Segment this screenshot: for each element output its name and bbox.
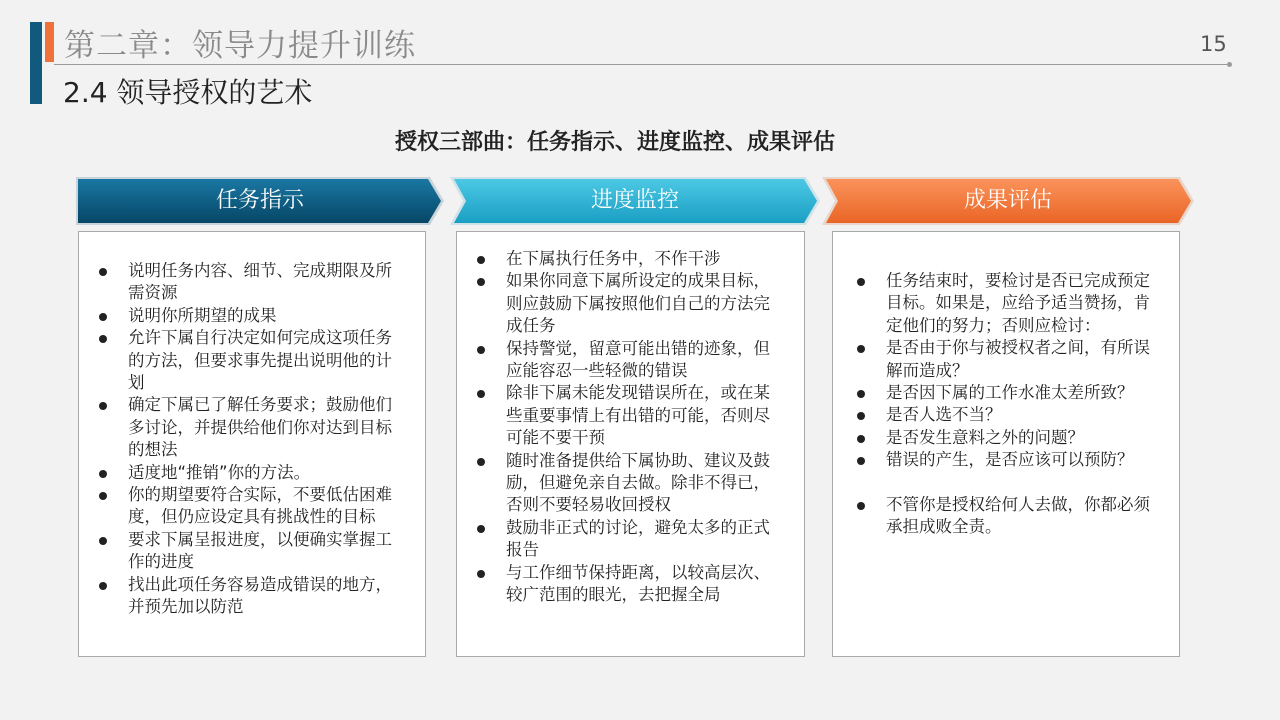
list-item-text: 是否人选不当？ [886,405,1002,425]
bullet-icon [857,345,865,353]
list-item [857,427,1157,449]
list-item [477,338,782,383]
step-label: 任务指示 [215,188,304,213]
bullet-icon [99,492,107,500]
step-arrow-task-instruction [76,177,444,225]
list-item [477,517,782,562]
list-item-text: 是否由于你与被授权者之间，有所误解而造成？ [886,338,1150,380]
bullet-icon [857,457,865,465]
accent-bar-blue [30,22,42,104]
list-item-text: 适度地“推销”你的方法。 [128,462,311,482]
list-item-text: 不管你是授权给何人去做，你都必须承担成败全责。 [886,494,1150,537]
header-divider [54,64,1230,65]
list-item-text: 鼓励非正式的讨论，避免太多的正式报告 [506,517,770,560]
list-item [99,260,405,305]
bullet-icon [857,278,865,286]
list-item-text: 错误的产生，是否应该可以预防？ [886,450,1134,470]
chapter-title: 第二章：领导力提升训练 [64,28,416,64]
list-item [99,394,405,461]
list-item-text: 除非下属未能发现错误所在，或在某些重要事情上有出错的可能，否则尽可能不要干预 [506,383,770,448]
bullet-icon [477,458,485,466]
list-item [857,494,1157,539]
list-spacer [857,472,1157,494]
list-item [477,270,782,337]
list-item-text: 说明任务内容、细节、完成期限及所需资源 [128,261,392,303]
list-item [477,248,782,270]
bullet-icon [857,435,865,443]
list-item [99,305,405,327]
step-label: 进度监控 [590,188,679,213]
step-label: 成果评估 [963,188,1052,213]
progress-monitoring-list [477,248,782,607]
section-title: 2.4 领导授权的艺术 [63,76,313,109]
step-arrow-result-evaluation [822,177,1194,225]
bullet-icon [477,346,485,354]
panel-progress-monitoring [456,231,805,657]
list-item-text: 与工作细节保持距离，以较高层次、较广范围的眼光，去把握全局 [506,562,770,605]
list-item [857,270,1157,337]
list-item [477,450,782,517]
list-item-text: 要求下属呈报进度，以便确实掌握工作的进度 [128,529,392,572]
result-evaluation-list [857,270,1157,538]
bullet-icon [99,313,107,321]
bullet-icon [857,502,865,510]
list-item [99,462,405,484]
list-item [99,574,405,619]
panel-task-instruction [78,231,426,657]
list-item-text: 你的期望要符合实际，不要低估困难度，但仍应设定具有挑战性的目标 [128,485,392,527]
list-item-text: 保持警觉，留意可能出错的迹象，但应能容忍一些轻微的错误 [506,338,770,381]
list-item [99,484,405,529]
bullet-icon [857,390,865,398]
list-item-text: 确定下属已了解任务要求；鼓励他们多讨论，并提供给他们你对达到目标的想法 [128,395,392,460]
bullet-icon [477,256,485,264]
page-number: 15 [1200,32,1227,56]
bullet-icon [477,525,485,533]
list-item-text: 如果你同意下属所设定的成果目标，则应鼓励下属按照他们自己的方法完成任务 [506,271,770,336]
list-item [99,529,405,574]
list-item [477,382,782,449]
panel-result-evaluation [832,231,1180,657]
list-item [857,337,1157,382]
list-item [857,404,1157,426]
task-instruction-list [99,260,405,619]
bullet-icon [99,402,107,410]
list-item-text: 是否因下属的工作水准太差所致？ [886,383,1134,403]
bullet-icon [99,537,107,545]
bullet-icon [477,570,485,578]
list-item [857,449,1157,471]
list-item [857,382,1157,404]
bullet-icon [99,582,107,590]
list-item-text: 允许下属自行决定如何完成这项任务的方法，但要求事先提出说明他的计划 [128,328,392,393]
bullet-icon [477,390,485,398]
list-item-text: 在下属执行任务中，不作干涉 [506,249,721,268]
list-item-text: 找出此项任务容易造成错误的地方，并预先加以防范 [128,574,392,617]
step-arrow-progress-monitoring [450,177,820,225]
bullet-icon [857,412,865,420]
list-item-text: 是否发生意料之外的问题？ [886,427,1084,447]
bullet-icon [99,268,107,276]
header-divider-dot [1227,62,1232,67]
bullet-icon [477,278,485,286]
list-item-text: 随时准备提供给下属协助、建议及鼓励，但避免亲自去做。除非不得已，否则不要轻易收回授权 [506,450,770,515]
list-item [477,562,782,607]
list-item-text: 任务结束时，要检讨是否已完成预定目标。如果是，应给予适当赞扬，肯定他们的努力；否则应检讨： [886,271,1150,335]
list-item [99,327,405,394]
accent-bar-orange [45,22,54,62]
bullet-icon [99,335,107,343]
bullet-icon [99,470,107,478]
list-item-text: 说明你所期望的成果 [128,305,277,325]
slide-subtitle: 授权三部曲：任务指示、进度监控、成果评估 [394,129,835,155]
